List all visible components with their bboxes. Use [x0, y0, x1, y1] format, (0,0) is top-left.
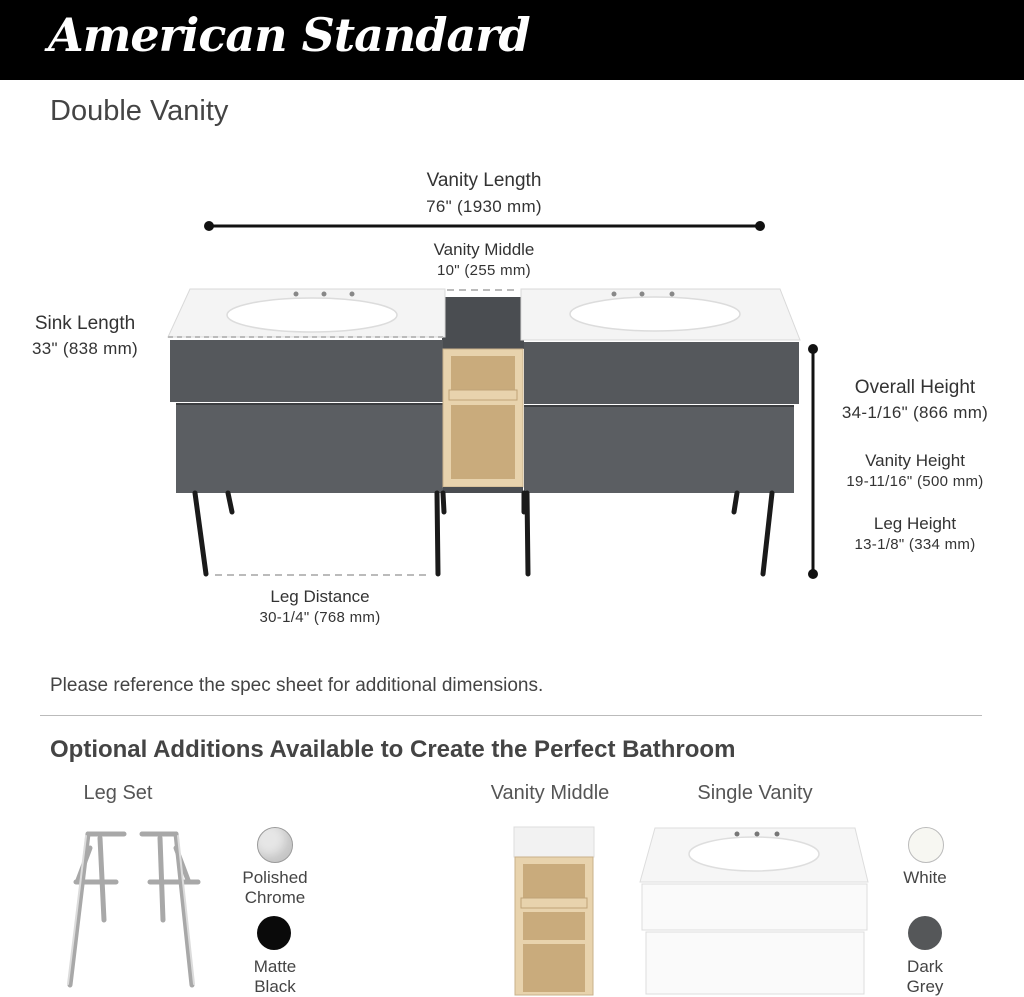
matte-black-label-line2: Black — [254, 977, 296, 996]
single-vanity-label: Single Vanity — [697, 782, 813, 804]
vanity-height-label: Vanity Height — [865, 451, 965, 470]
leg-height-value: 13-1/8" (334 mm) — [854, 536, 976, 553]
american-standard-logo: American Standard — [48, 8, 530, 62]
sink-length-value: 33" (838 mm) — [32, 339, 138, 358]
vanity-length-label: Vanity Length — [426, 170, 542, 191]
leg-height-label: Leg Height — [873, 514, 957, 533]
matte-black-label-line1: Matte — [253, 957, 297, 976]
vanity-middle-value: 10" (255 mm) — [437, 262, 531, 279]
vanity-middle-label: Vanity Middle — [433, 240, 535, 259]
overall-height-value: 34-1/16" (866 mm) — [841, 403, 989, 422]
overall-height-label: Overall Height — [854, 377, 976, 398]
sink-length-label: Sink Length — [34, 313, 136, 334]
vanity-middle-option-label: Vanity Middle — [490, 782, 610, 804]
white-label: White — [903, 868, 947, 887]
leg-distance-label: Leg Distance — [270, 587, 370, 606]
dark-grey-label-line1: Dark — [907, 957, 943, 976]
spec-sheet-note: Please reference the spec sheet for additional dimensions. — [50, 675, 544, 696]
dark-grey-swatch — [908, 916, 942, 950]
vanity-height-value: 19-11/16" (500 mm) — [846, 473, 984, 490]
white-swatch — [908, 827, 944, 863]
vanity-length-value: 76" (1930 mm) — [426, 197, 542, 216]
polished-chrome-label-line2: Chrome — [244, 888, 306, 907]
leg-set-label: Leg Set — [83, 782, 153, 804]
page-title: Double Vanity — [50, 95, 229, 127]
dark-grey-label-line2: Grey — [906, 977, 944, 996]
optional-additions-title: Optional Additions Available to Create the Perfect Bathroom — [50, 736, 736, 763]
leg-distance-value: 30-1/4" (768 mm) — [259, 609, 381, 626]
polished-chrome-label-line1: Polished — [242, 868, 308, 887]
